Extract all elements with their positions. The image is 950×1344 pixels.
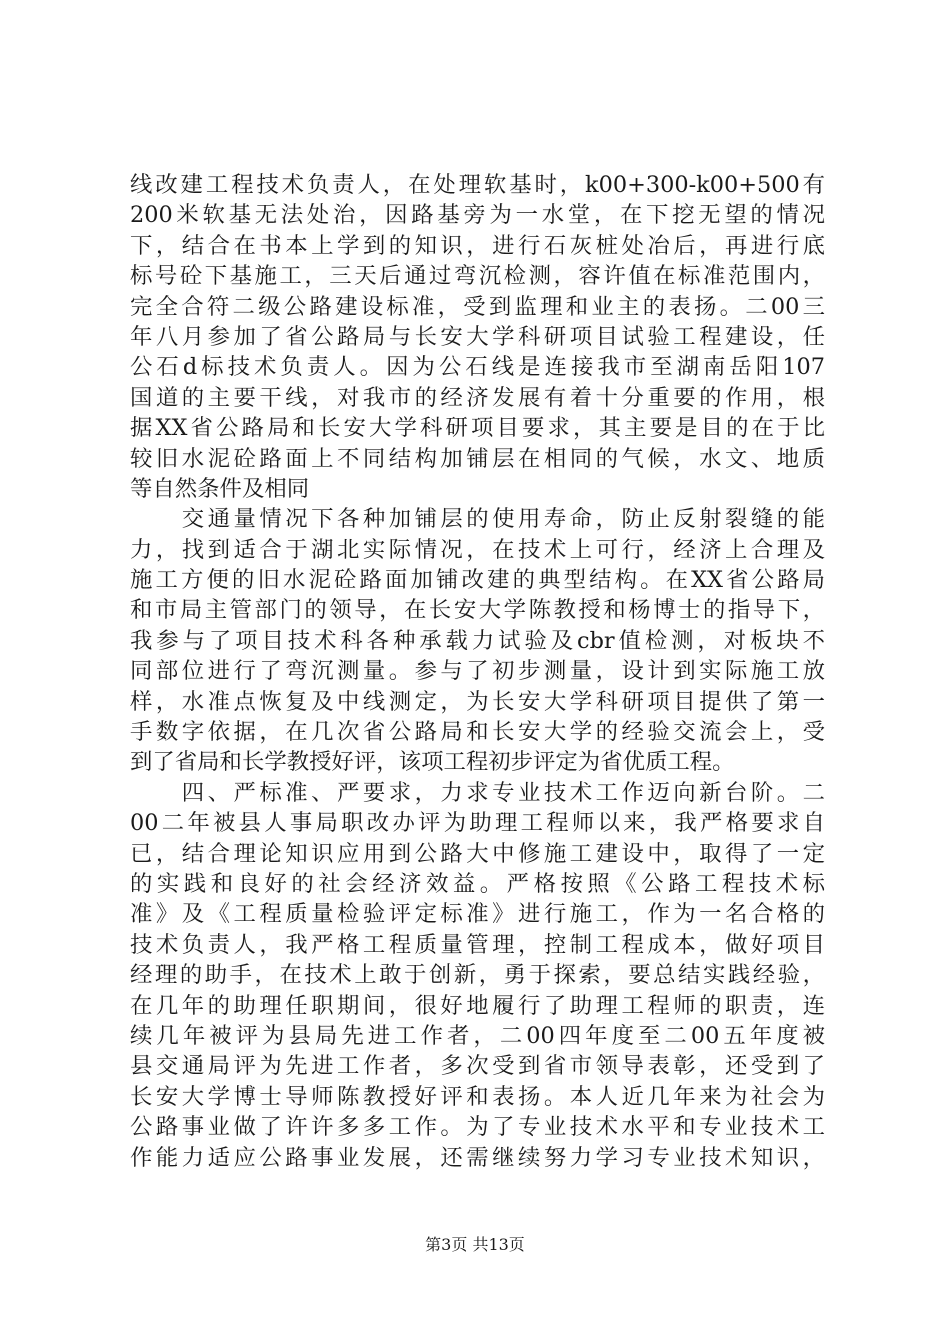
text-line: 县交通局评为先进工作者，多次受到省市领导表彰，还受到了: [130, 1053, 825, 1080]
text-line: 已，结合理论知识应用到公路大中修施工建设中，取得了一定: [130, 840, 825, 867]
text-line: 在几年的助理任职期间，很好地履行了助理工程师的职责，连: [130, 992, 825, 1019]
text-line: 技术负责人，我严格工程质量管理，控制工程成本，做好项目: [130, 931, 825, 958]
text-line: 下，结合在书本上学到的知识，进行石灰桩处冶后，再进行底: [130, 232, 825, 259]
page-number-footer: 第3页 共13页: [425, 1235, 525, 1254]
text-line: 样，水准点恢复及中线测定，为长安大学科研项目提供了第一: [130, 688, 825, 715]
text-line: 00二年被县人事局职改办评为助理工程师以来，我严格要求自: [130, 810, 825, 837]
text-line: 四、严标准、严要求，力求专业技术工作迈向新台阶。二: [130, 779, 825, 806]
document-body: [130, 170, 825, 1173]
text-line: 和市局主管部门的领导，在长安大学陈教授和杨博士的指导下，: [130, 597, 825, 624]
text-line: 标号砼下基施工，三天后通过弯沉检测，容许值在标准范围内，: [130, 263, 825, 290]
text-line: 据XX省公路局和长安大学科研项目要求，其主要是目的在于比: [130, 415, 825, 442]
text-line: 交通量情况下各种加铺层的使用寿命，防止反射裂缝的能: [130, 506, 825, 533]
text-line: 长安大学博士导师陈教授好评和表扬。本人近几年来为社会为: [130, 1083, 825, 1110]
text-line: 年八月参加了省公路局与长安大学科研项目试验工程建设，任: [130, 323, 825, 350]
text-line: 力，找到适合于湖北实际情况，在技术上可行，经济上合理及: [130, 536, 825, 563]
text-line: 完全合符二级公路建设标准，受到监理和业主的表扬。二00三: [130, 293, 825, 320]
text-line: 等自然条件及相同: [130, 475, 310, 502]
text-line: 同部位进行了弯沉测量。参与了初步测量，设计到实际施工放: [130, 658, 825, 685]
text-line: 经理的助手，在技术上敢于创新，勇于探索，要总结实践经验，: [130, 962, 825, 989]
text-line: 国道的主要干线，对我市的经济发展有着十分重要的作用，根: [130, 384, 825, 411]
text-line: 到了省局和长学教授好评，该项工程初步评定为省优质工程。: [130, 749, 735, 776]
text-line: 准》及《工程质量检验评定标准》进行施工，作为一名合格的: [130, 901, 825, 928]
text-line: 公石d标技术负责人。因为公石线是连接我市至湖南岳阳107: [130, 354, 825, 381]
text-line: 200米软基无法处治，因路基旁为一水堂，在下挖无望的情况: [130, 202, 825, 229]
text-line: 作能力适应公路事业发展，还需继续努力学习专业技术知识，: [130, 1144, 825, 1171]
text-line: 公路事业做了许许多多工作。为了专业技术水平和专业技术工: [130, 1114, 825, 1141]
text-line: 线改建工程技术负责人，在处理软基时，k00+300-k00+500有: [130, 172, 825, 198]
text-line: 施工方便的旧水泥砼路面加铺改建的典型结构。在XX省公路局: [130, 567, 825, 594]
text-line: 较旧水泥砼路面上不同结构加铺层在相同的气候，水文、地质: [130, 445, 825, 472]
text-line: 我参与了项目技术科各种承载力试验及cbr值检测，对板块不: [130, 627, 825, 654]
text-line: 续几年被评为县局先进工作者，二00四年度至二00五年度被: [130, 1022, 825, 1049]
text-line: 手数字依据，在几次省公路局和长安大学的经验交流会上，受: [130, 719, 825, 746]
text-line: 的实践和良好的社会经济效益。严格按照《公路工程技术标: [130, 870, 825, 897]
